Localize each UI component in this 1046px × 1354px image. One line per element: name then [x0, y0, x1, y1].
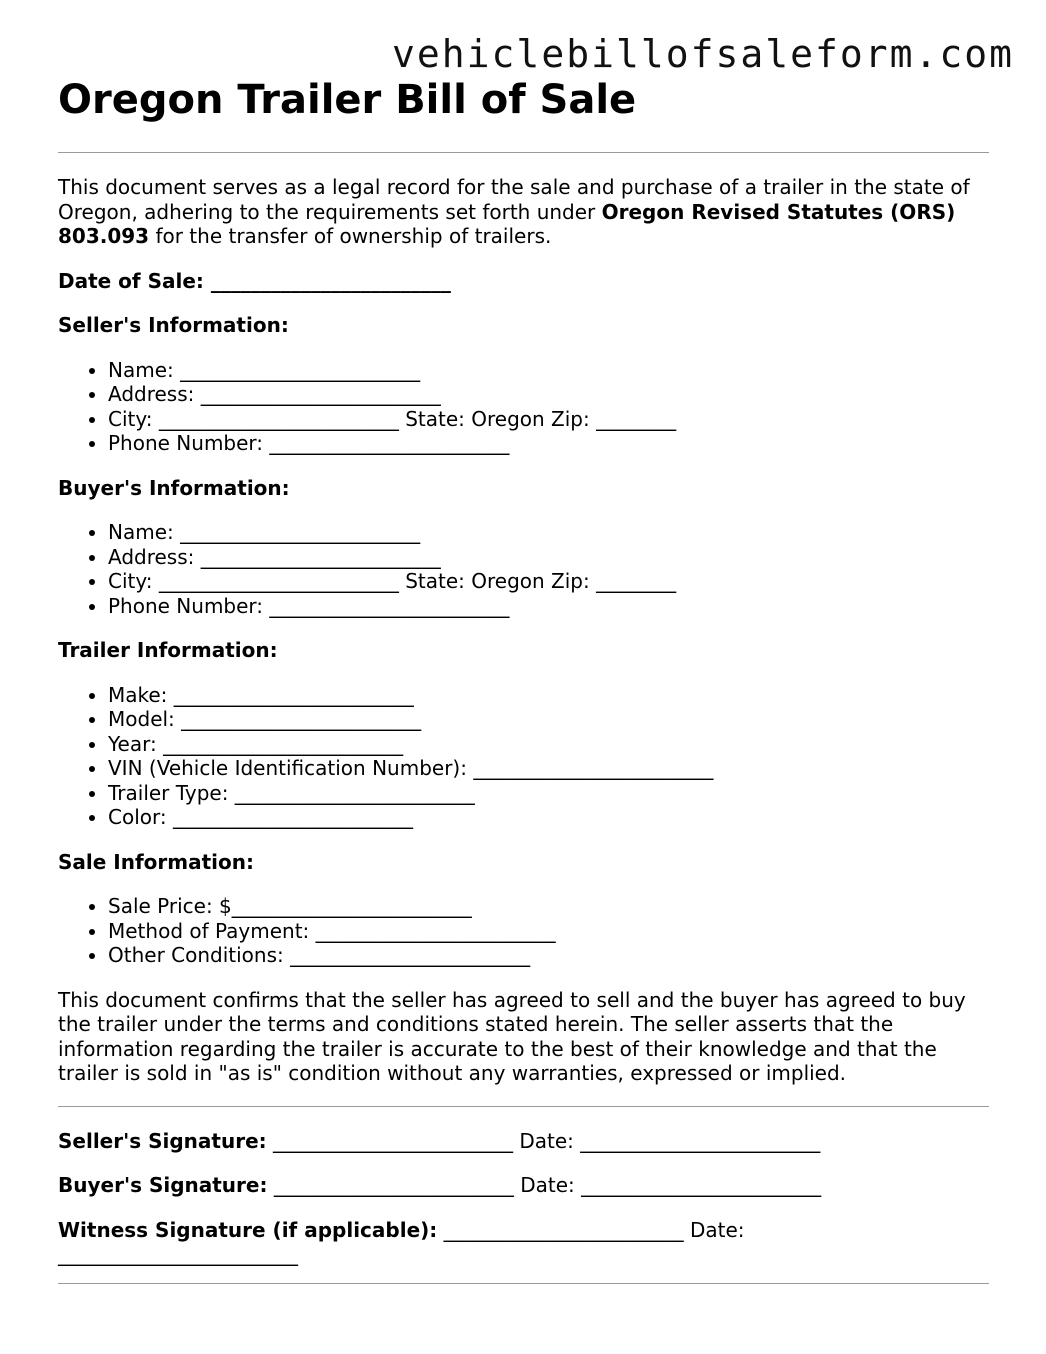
bottom-divider [58, 1283, 989, 1284]
buyer-phone-field[interactable]: • Phone Number: ________________________ [108, 594, 989, 619]
trailer-vin-field[interactable]: • VIN (Vehicle Identification Number): ________________________ [108, 756, 989, 781]
buyer-signature-label: Buyer's Signature: [58, 1173, 268, 1197]
seller-city-state-zip-field[interactable]: • City: ________________________ State: Oregon Zip: ________ [108, 407, 989, 432]
intro-paragraph [58, 175, 989, 249]
buyer-address-field[interactable]: • Address: ________________________ [108, 545, 989, 570]
witness-signature-label: Witness Signature (if applicable): [58, 1217, 438, 1242]
title-divider [58, 152, 989, 153]
trailer-year-field[interactable]: • Year: ________________________ [108, 732, 989, 757]
buyer-name-field[interactable]: • Name: ________________________ [108, 520, 989, 545]
trailer-type-field[interactable]: • Trailer Type: ________________________ [108, 781, 989, 806]
seller-signature-line[interactable] [58, 1129, 989, 1154]
seller-phone-field[interactable]: • Phone Number: ________________________ [108, 431, 989, 456]
payment-method-field[interactable]: • Method of Payment: ________________________ [108, 919, 989, 944]
signature-divider [58, 1106, 989, 1107]
witness-signature-blanks[interactable]: ________________________ Date: ________________________ [58, 1217, 745, 1266]
seller-info-list [58, 358, 989, 456]
seller-address-field[interactable]: • Address: ________________________ [108, 382, 989, 407]
buyer-info-list [58, 520, 989, 618]
trailer-section-heading: Trailer Information: [58, 638, 278, 662]
other-conditions-field[interactable]: • Other Conditions: ________________________ [108, 943, 989, 968]
seller-name-field[interactable]: • Name: ________________________ [108, 358, 989, 383]
sale-price-field[interactable]: • Sale Price: $________________________ [108, 894, 989, 919]
trailer-model-field[interactable]: • Model: ________________________ [108, 707, 989, 732]
buyer-city-state-zip-field[interactable]: • City: ________________________ State: Oregon Zip: ________ [108, 569, 989, 594]
witness-signature-line[interactable] [58, 1218, 989, 1267]
trailer-color-field[interactable]: • Color: ________________________ [108, 805, 989, 830]
intro-text-start: This document serves as a legal record for the sale and purchase of a trailer in the state of Oregon, adhering to the requirements set forth under [58, 175, 970, 224]
seller-section-heading: Seller's Information: [58, 313, 289, 337]
buyer-section-heading: Buyer's Information: [58, 475, 290, 500]
buyer-signature-line[interactable] [58, 1173, 989, 1198]
buyer-signature-blanks[interactable]: ________________________ Date: ________________________ [267, 1173, 822, 1197]
statute-reference: Oregon Revised Statutes (ORS) 803.093 [58, 199, 956, 248]
closing-paragraph: This document confirms that the seller has agreed to sell and the buyer has agreed to buy the trailer under the terms and conditions stated herein. The seller asserts that the information regarding the trailer is accurate to the best of their knowledge and that the trailer is sold in "as is" condition without any warranties, expressed or implied. [58, 987, 966, 1085]
trailer-info-list [58, 683, 989, 830]
seller-signature-label: Seller's Signature: [58, 1128, 267, 1153]
document-page [58, 74, 989, 1284]
sale-info-list [58, 894, 989, 968]
trailer-make-field[interactable]: • Make: ________________________ [108, 683, 989, 708]
date-of-sale-blank[interactable]: ________________________ [210, 268, 451, 293]
document-title: Oregon Trailer Bill of Sale [58, 77, 637, 123]
date-of-sale-field[interactable] [58, 269, 989, 294]
date-of-sale-label: Date of Sale: [58, 268, 204, 293]
seller-signature-blanks[interactable]: ________________________ Date: ________________________ [266, 1128, 821, 1153]
sale-section-heading: Sale Information: [58, 849, 254, 874]
intro-text-end: for the transfer of ownership of trailers. [149, 224, 552, 248]
site-watermark: vehiclebillofsaleform.com [392, 32, 1014, 76]
